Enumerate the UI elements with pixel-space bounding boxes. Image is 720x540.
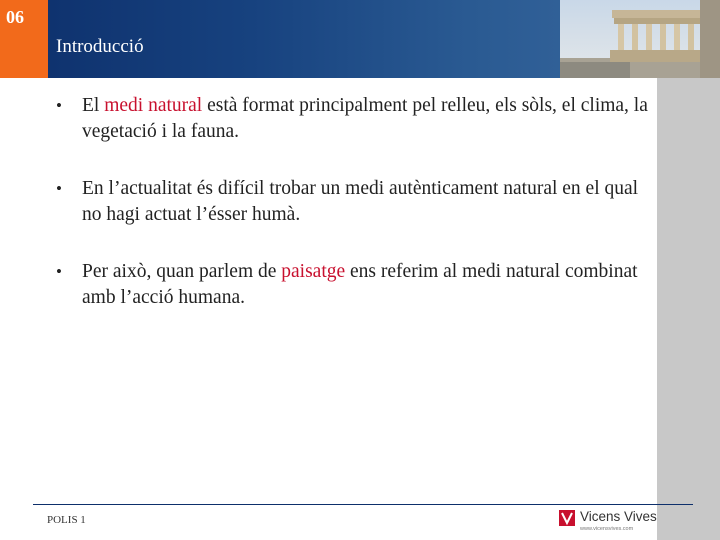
footer-divider [33,504,693,505]
section-number-box [0,0,48,78]
bullet-item [54,176,654,228]
highlight-term: medi natural [104,95,203,116]
footer-label: POLIS 1 [47,514,86,526]
bullet-item [54,259,654,311]
bullet-dot-icon: • [56,262,62,281]
bullet-dot-icon: • [56,96,62,115]
bullet-dot-icon: • [56,179,62,198]
highlight-term: paisatge [281,261,346,282]
bullet-text-segment: està format principalment pel relleu, els sòls, el clima, la vegetació i la fauna. [82,95,648,142]
publisher-logo [559,509,659,533]
side-stripe [657,78,720,540]
logo-url: www.vicensvives.com [580,526,634,532]
bullet-text-segment: En l’actualitat és difícil trobar un medi autènticament natural en el qual no hagi actuat l’ésser humà. [82,178,639,225]
bullet-list [54,93,654,342]
logo-mark-icon [559,510,575,526]
bullet-text-segment: ens referim al medi natural combinat amb l’acció humana. [82,261,638,308]
section-number: 06 [6,7,24,27]
bullet-text-segment: Per això, quan parlem de [82,261,282,282]
logo-name: Vicens Vives [580,509,657,524]
bullet-text-segment: El [82,95,105,116]
acropolis-photo [560,0,720,78]
bullet-item [54,93,654,145]
page-title: Introducció [56,36,144,57]
